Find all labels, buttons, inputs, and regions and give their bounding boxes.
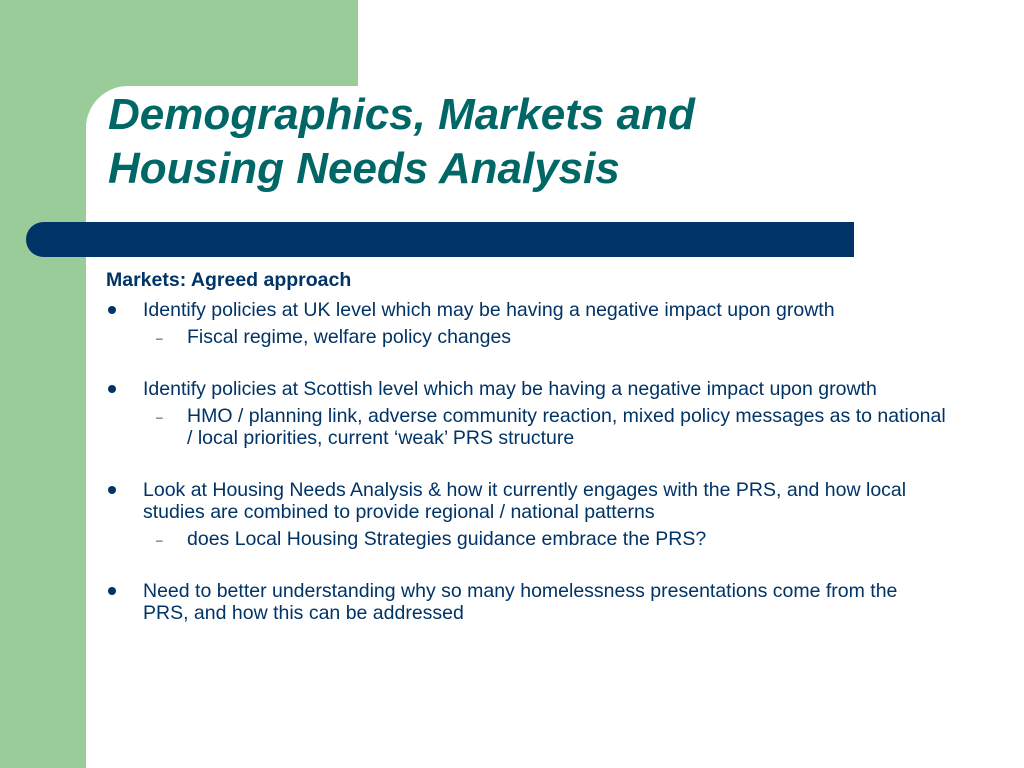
bullet-item xyxy=(106,580,946,624)
bullet-dot-icon xyxy=(108,486,116,494)
dash-icon: – xyxy=(156,410,163,424)
bullet-dot-icon xyxy=(108,587,116,595)
bullet-text: Identify policies at Scottish level which may be having a negative impact upon growth xyxy=(143,378,877,400)
bullet-item xyxy=(106,378,946,400)
section-heading: Markets: Agreed approach xyxy=(106,269,352,291)
dash-icon: – xyxy=(156,331,163,345)
title-divider-bar xyxy=(26,222,854,257)
slide-body xyxy=(106,266,946,624)
bullet-item xyxy=(106,479,946,523)
dash-icon: – xyxy=(156,533,163,547)
sub-bullet-item xyxy=(106,326,946,348)
sub-bullet-text: does Local Housing Strategies guidance embrace the PRS? xyxy=(187,528,707,550)
sub-bullet-text: Fiscal regime, welfare policy changes xyxy=(187,326,512,348)
slide-title xyxy=(108,88,868,196)
bullet-text: Need to better understanding why so many homelessness presentations come from the PRS, and how this can be addressed xyxy=(143,580,898,624)
bullet-text: Identify policies at UK level which may be having a negative impact upon growth xyxy=(143,299,835,321)
sub-bullet-text: HMO / planning link, adverse community reaction, mixed policy messages as to national / local priorities, current ‘weak’ PRS structure xyxy=(187,405,946,449)
slide-title-line-2: Housing Needs Analysis xyxy=(108,144,620,193)
sub-bullet-item xyxy=(106,405,946,449)
bullet-dot-icon xyxy=(108,385,116,393)
slide-title-line-1: Demographics, Markets and xyxy=(108,90,695,139)
bullet-text: Look at Housing Needs Analysis & how it currently engages with the PRS, and how local studies are combined to provide regional / national patterns xyxy=(143,479,907,523)
bullet-dot-icon xyxy=(108,306,116,314)
sub-bullet-item xyxy=(106,528,946,550)
bullet-item xyxy=(106,299,946,321)
